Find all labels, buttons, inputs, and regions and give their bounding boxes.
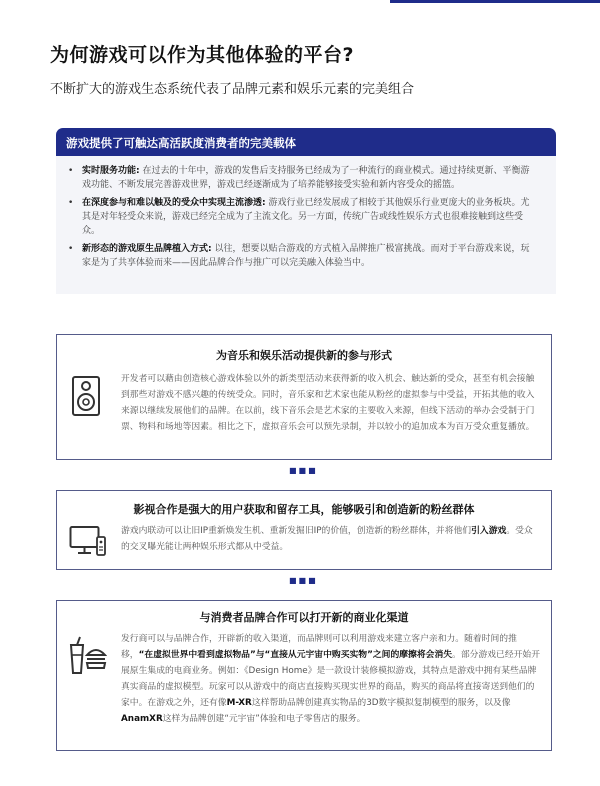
section-music-events bbox=[56, 334, 552, 460]
bullet-heading: 在深度参与和难以触及的受众中实现主流渗透: bbox=[82, 198, 266, 208]
bullet-heading: 实时服务功能: bbox=[82, 166, 140, 176]
separator-dots: ■■■ bbox=[289, 466, 318, 475]
section-body: 游戏内联动可以让旧IP重新焕发生机、重新发掘旧IP的价值，创造新的粉丝群体，并将他们引入游戏。受众的交叉曝光能让两种娱乐形式都从中受益。 bbox=[121, 526, 533, 552]
bullet-text: 以往，想要以贴合游戏的方式植入品牌推广极富挑战。而对于平台游戏来说，玩家是为了共享体验而来——因此品牌合作与推广可以完美融入体验当中。 bbox=[82, 244, 530, 268]
list-item bbox=[68, 164, 538, 192]
list-item bbox=[68, 242, 538, 270]
section-consumer-brands bbox=[56, 600, 552, 751]
corner-accent-rule bbox=[390, 0, 600, 3]
section-body: 开发者可以藉由创造核心游戏体验以外的新类型活动来获得新的收入机会、触达新的受众，甚至有机会接触到那些对游戏不感兴趣的传统受众。同时，音乐家和艺术家也能从粉丝的虚拟参与中受益，开拓其他的收入来源以继续发展他们的品牌。在以前，线下音乐会是艺术家的主要收入来源，但线下活动的举办会受制于门票、物料和场地等因素。相比之下，虚拟音乐会可以预先录制，并以较小的追加成本为百万受众重复播放。 bbox=[121, 374, 535, 432]
section-title: 为音乐和娱乐活动提供新的参与形式 bbox=[216, 349, 392, 362]
bullet-heading: 新形态的游戏原生品牌植入方式: bbox=[82, 244, 212, 254]
bullet-icon: • bbox=[68, 166, 74, 176]
panel-header: 游戏提供了可触达高活跃度消费者的完美载体 bbox=[56, 128, 556, 156]
speaker-icon bbox=[71, 375, 101, 417]
bullet-list bbox=[56, 156, 556, 270]
bullet-text: 在过去的十年中，游戏的发售后支持服务已经成为了一种流行的商业模式。通过持续更新、平衡游戏功能、不断发展完善游戏世界，游戏已经逐渐成为了培养能够接受实验和新内容受众的摇篮。 bbox=[82, 166, 530, 190]
bullet-icon: • bbox=[68, 244, 74, 254]
bullet-text: 游戏行业已经发展成了相较于其他娱乐行业更庞大的业务板块。尤其是对年轻受众来说，游戏已经完全成为了主流文化。另一方面，传统广告或线性娱乐方式也很难接触到这些受众。 bbox=[82, 198, 530, 236]
tv-remote-icon bbox=[69, 525, 107, 557]
list-item bbox=[68, 196, 538, 238]
food-drink-icon bbox=[67, 635, 107, 675]
panel-body bbox=[56, 156, 556, 294]
section-title: 影视合作是强大的用户获取和留存工具，能够吸引和创造新的粉丝群体 bbox=[133, 503, 475, 516]
section-title: 与消费者品牌合作可以打开新的商业化渠道 bbox=[199, 611, 409, 624]
section-body: 发行商可以与品牌合作，开辟新的收入渠道，而品牌则可以利用游戏来建立客户亲和力。随着时间的推移，“在虚拟世界中看到虚拟物品”与“直接从元宇宙中购买实物”之间的摩擦将会消失。部分游戏已经开始开展原生集成的电商业务。例如：《Design Home》是一款设计装修模拟游戏，其特点是游戏中拥有某些品牌真实商品的虚拟模型。玩家可以从游戏中的商店直接购买现实世界的商品，购买的商品将直接寄送到他们的家中。在游戏之外，还有像M-XR这样帮助品牌创建真实物品的3D数字模拟复制模型的服务，以及像AnamXR这样为品牌创建“元宇宙”体验和电子零售店的服务。 bbox=[121, 634, 541, 724]
page-subtitle: 不断扩大的游戏生态系统代表了品牌元素和娱乐元素的完美组合 bbox=[50, 82, 415, 97]
separator-dots: ■■■ bbox=[289, 576, 318, 585]
section-film-tv bbox=[56, 490, 552, 570]
bullet-icon: • bbox=[68, 198, 74, 208]
page-title: 为何游戏可以作为其他体验的平台? bbox=[50, 44, 355, 66]
